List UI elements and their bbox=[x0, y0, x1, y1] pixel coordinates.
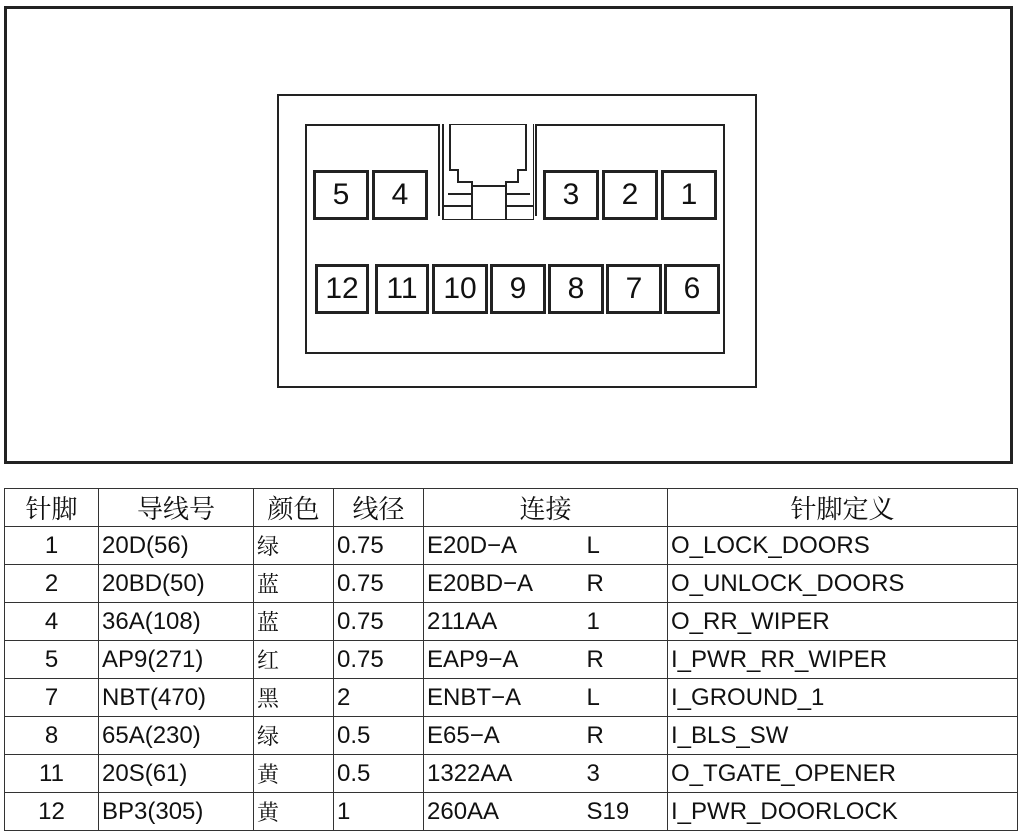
table-row bbox=[5, 755, 1018, 793]
pin-3: 3 bbox=[543, 170, 599, 220]
cell-color: 红 bbox=[254, 641, 334, 679]
cell-definition: O_RR_WIPER bbox=[668, 603, 1018, 641]
cell-color: 黑 bbox=[254, 679, 334, 717]
connector-housing bbox=[277, 94, 757, 388]
connector-latch bbox=[442, 124, 534, 220]
table-header-row bbox=[5, 489, 1018, 527]
pin-11: 11 bbox=[375, 264, 429, 314]
cell-color: 黄 bbox=[254, 755, 334, 793]
header-wire: 导线号 bbox=[99, 489, 254, 527]
cell-definition: O_UNLOCK_DOORS bbox=[668, 565, 1018, 603]
pin-definition-table bbox=[4, 488, 1018, 831]
pin-8: 8 bbox=[548, 264, 604, 314]
cell-pin: 12 bbox=[5, 793, 99, 831]
cell-color: 蓝 bbox=[254, 565, 334, 603]
connector-diagram bbox=[4, 6, 1013, 464]
pin-4: 4 bbox=[372, 170, 428, 220]
cell-wire: 36A(108) bbox=[99, 603, 254, 641]
cell-pin: 4 bbox=[5, 603, 99, 641]
cell-definition: O_TGATE_OPENER bbox=[668, 755, 1018, 793]
cell-wire: 20BD(50) bbox=[99, 565, 254, 603]
cell-position: R bbox=[584, 641, 668, 679]
cell-wire: AP9(271) bbox=[99, 641, 254, 679]
cell-definition: I_PWR_DOORLOCK bbox=[668, 793, 1018, 831]
cell-definition: I_BLS_SW bbox=[668, 717, 1018, 755]
cell-position: R bbox=[584, 565, 668, 603]
pin-10: 10 bbox=[432, 264, 488, 314]
cell-connection: EAP9−A bbox=[424, 641, 584, 679]
cell-gauge: 0.5 bbox=[334, 717, 424, 755]
cell-definition: I_PWR_RR_WIPER bbox=[668, 641, 1018, 679]
pin-9: 9 bbox=[490, 264, 546, 314]
cell-gauge: 0.5 bbox=[334, 755, 424, 793]
cell-pin: 8 bbox=[5, 717, 99, 755]
cell-position: L bbox=[584, 679, 668, 717]
cell-gauge: 0.75 bbox=[334, 603, 424, 641]
pin-12: 12 bbox=[315, 264, 369, 314]
cell-connection: E20BD−A bbox=[424, 565, 584, 603]
cell-gauge: 0.75 bbox=[334, 527, 424, 565]
cell-definition: I_GROUND_1 bbox=[668, 679, 1018, 717]
cell-position: R bbox=[584, 717, 668, 755]
cell-connection: 260AA bbox=[424, 793, 584, 831]
pin-1: 1 bbox=[661, 170, 717, 220]
cell-position: S19 bbox=[584, 793, 668, 831]
cell-color: 黄 bbox=[254, 793, 334, 831]
header-pin: 针脚 bbox=[5, 489, 99, 527]
cell-definition: O_LOCK_DOORS bbox=[668, 527, 1018, 565]
cell-wire: BP3(305) bbox=[99, 793, 254, 831]
header-definition: 针脚定义 bbox=[668, 489, 1018, 527]
cell-wire: 65A(230) bbox=[99, 717, 254, 755]
cell-position: 3 bbox=[584, 755, 668, 793]
cell-pin: 5 bbox=[5, 641, 99, 679]
table-row bbox=[5, 793, 1018, 831]
cell-wire: 20D(56) bbox=[99, 527, 254, 565]
table-row bbox=[5, 565, 1018, 603]
table-row bbox=[5, 527, 1018, 565]
header-gauge: 线径 bbox=[334, 489, 424, 527]
table-row bbox=[5, 679, 1018, 717]
cell-position: 1 bbox=[584, 603, 668, 641]
cell-pin: 1 bbox=[5, 527, 99, 565]
cell-color: 蓝 bbox=[254, 603, 334, 641]
table-row bbox=[5, 603, 1018, 641]
cell-gauge: 2 bbox=[334, 679, 424, 717]
pin-6: 6 bbox=[664, 264, 720, 314]
cell-connection: E20D−A bbox=[424, 527, 584, 565]
cell-color: 绿 bbox=[254, 717, 334, 755]
cell-connection: 211AA bbox=[424, 603, 584, 641]
cell-pin: 2 bbox=[5, 565, 99, 603]
header-connection: 连接 bbox=[424, 489, 668, 527]
cell-gauge: 1 bbox=[334, 793, 424, 831]
cell-connection: E65−A bbox=[424, 717, 584, 755]
cell-position: L bbox=[584, 527, 668, 565]
cell-wire: NBT(470) bbox=[99, 679, 254, 717]
cell-gauge: 0.75 bbox=[334, 641, 424, 679]
pin-7: 7 bbox=[606, 264, 662, 314]
cell-pin: 7 bbox=[5, 679, 99, 717]
cell-color: 绿 bbox=[254, 527, 334, 565]
table-row bbox=[5, 641, 1018, 679]
table-row bbox=[5, 717, 1018, 755]
cell-connection: 1322AA bbox=[424, 755, 584, 793]
cell-connection: ENBT−A bbox=[424, 679, 584, 717]
pin-2: 2 bbox=[602, 170, 658, 220]
header-color: 颜色 bbox=[254, 489, 334, 527]
cell-wire: 20S(61) bbox=[99, 755, 254, 793]
cell-pin: 11 bbox=[5, 755, 99, 793]
cell-gauge: 0.75 bbox=[334, 565, 424, 603]
pin-5: 5 bbox=[313, 170, 369, 220]
